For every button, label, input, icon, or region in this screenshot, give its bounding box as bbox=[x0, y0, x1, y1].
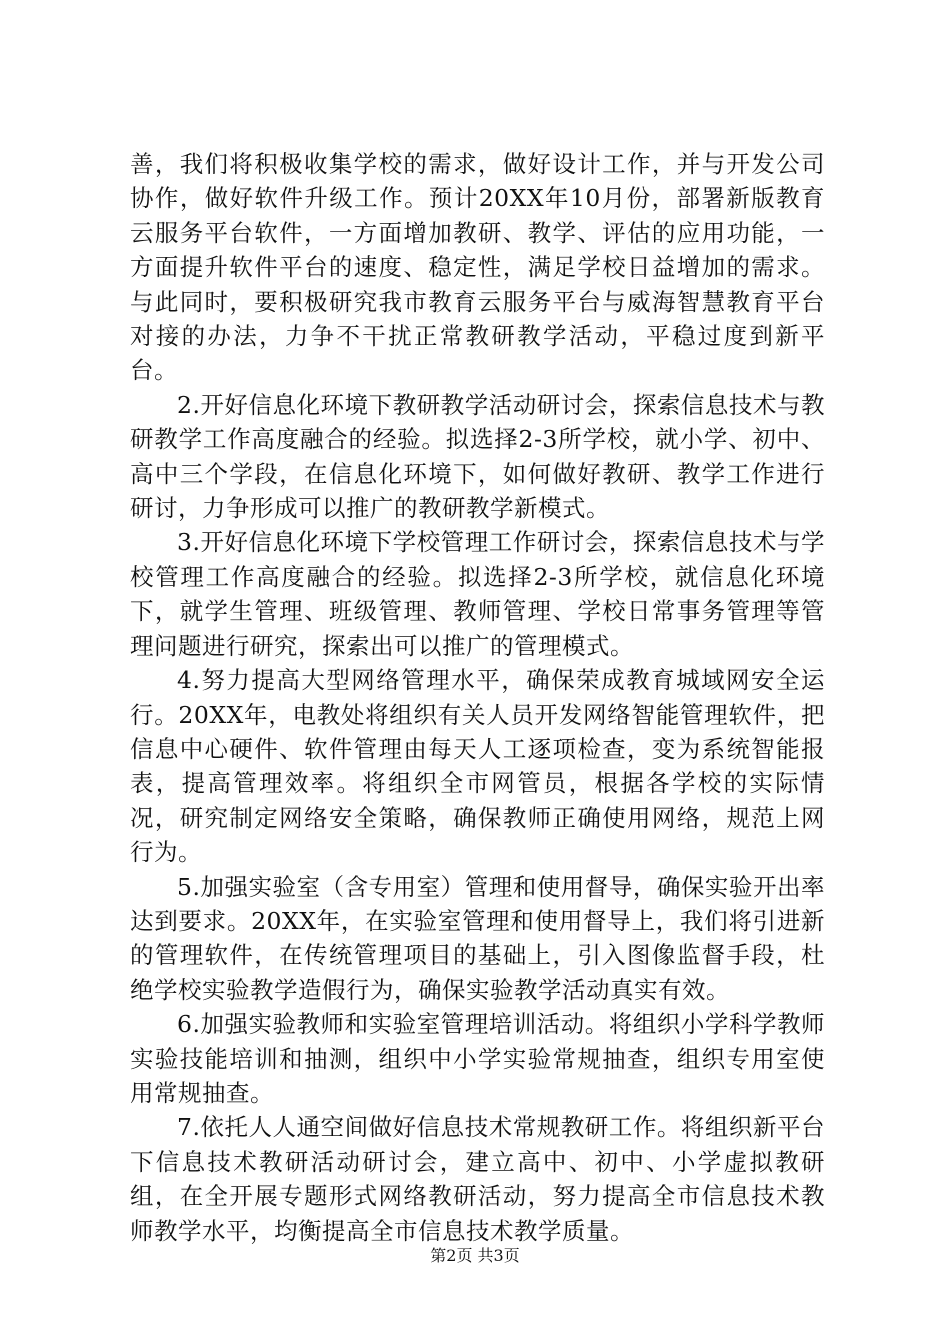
paragraph-item-7: 7.依托人人通空间做好信息技术常规教研工作。将组织新平台下信息技术教研活动研讨会，建立高中、初中、小学虚拟教研组，在全开展专题形式网络教研活动，努力提高全市信息技术教师教学水平，均衡提高全市信息技术教学质量。 bbox=[130, 1113, 825, 1245]
paragraph-item-3: 3.开好信息化环境下学校管理工作研讨会，探索信息技术与学校管理工作高度融合的经验。拟选择2-3所学校，就信息化环境下，就学生管理、班级管理、教师管理、学校日常事务管理等管理问题进行研究，探索出可以推广的管理模式。 bbox=[130, 528, 825, 660]
paragraph-item-4: 4.努力提高大型网络管理水平，确保荣成教育城域网安全运行。20XX年，电教处将组织有关人员开发网络智能管理软件，把信息中心硬件、软件管理由每天人工逐项检查，变为系统智能报表，提高管理效率。将组织全市网管员，根据各学校的实际情况，研究制定网络安全策略，确保教师正确使用网络，规范上网行为。 bbox=[130, 666, 825, 867]
page-number-footer: 第2页 共3页 bbox=[430, 1246, 520, 1265]
paragraph-item-6: 6.加强实验教师和实验室管理培训活动。将组织小学科学教师实验技能培训和抽测，组织中小学实验常规抽查，组织专用室使用常规抽查。 bbox=[130, 1010, 825, 1107]
document-body bbox=[130, 147, 825, 1248]
paragraph-item-5: 5.加强实验室（含专用室）管理和使用督导，确保实验开出率达到要求。20XX年，在实验室管理和使用督导上，我们将引进新的管理软件，在传统管理项目的基础上，引入图像监督手段，杜绝学校实验教学造假行为，确保实验教学活动真实有效。 bbox=[130, 872, 825, 1004]
paragraph-continued: 善，我们将积极收集学校的需求，做好设计工作，并与开发公司协作，做好软件升级工作。预计20XX年10月份，部署新版教育云服务平台软件，一方面增加教研、教学、评估的应用功能，一方面提升软件平台的速度、稳定性，满足学校日益增加的需求。与此同时，要积极研究我市教育云服务平台与威海智慧教育平台对接的办法，力争不干扰正常教研教学活动，平稳过度到新平台。 bbox=[130, 150, 825, 385]
paragraph-item-2: 2.开好信息化环境下教研教学活动研讨会，探索信息技术与教研教学工作高度融合的经验。拟选择2-3所学校，就小学、初中、高中三个学段，在信息化环境下，如何做好教研、教学工作进行研讨，力争形成可以推广的教研教学新模式。 bbox=[130, 390, 825, 523]
